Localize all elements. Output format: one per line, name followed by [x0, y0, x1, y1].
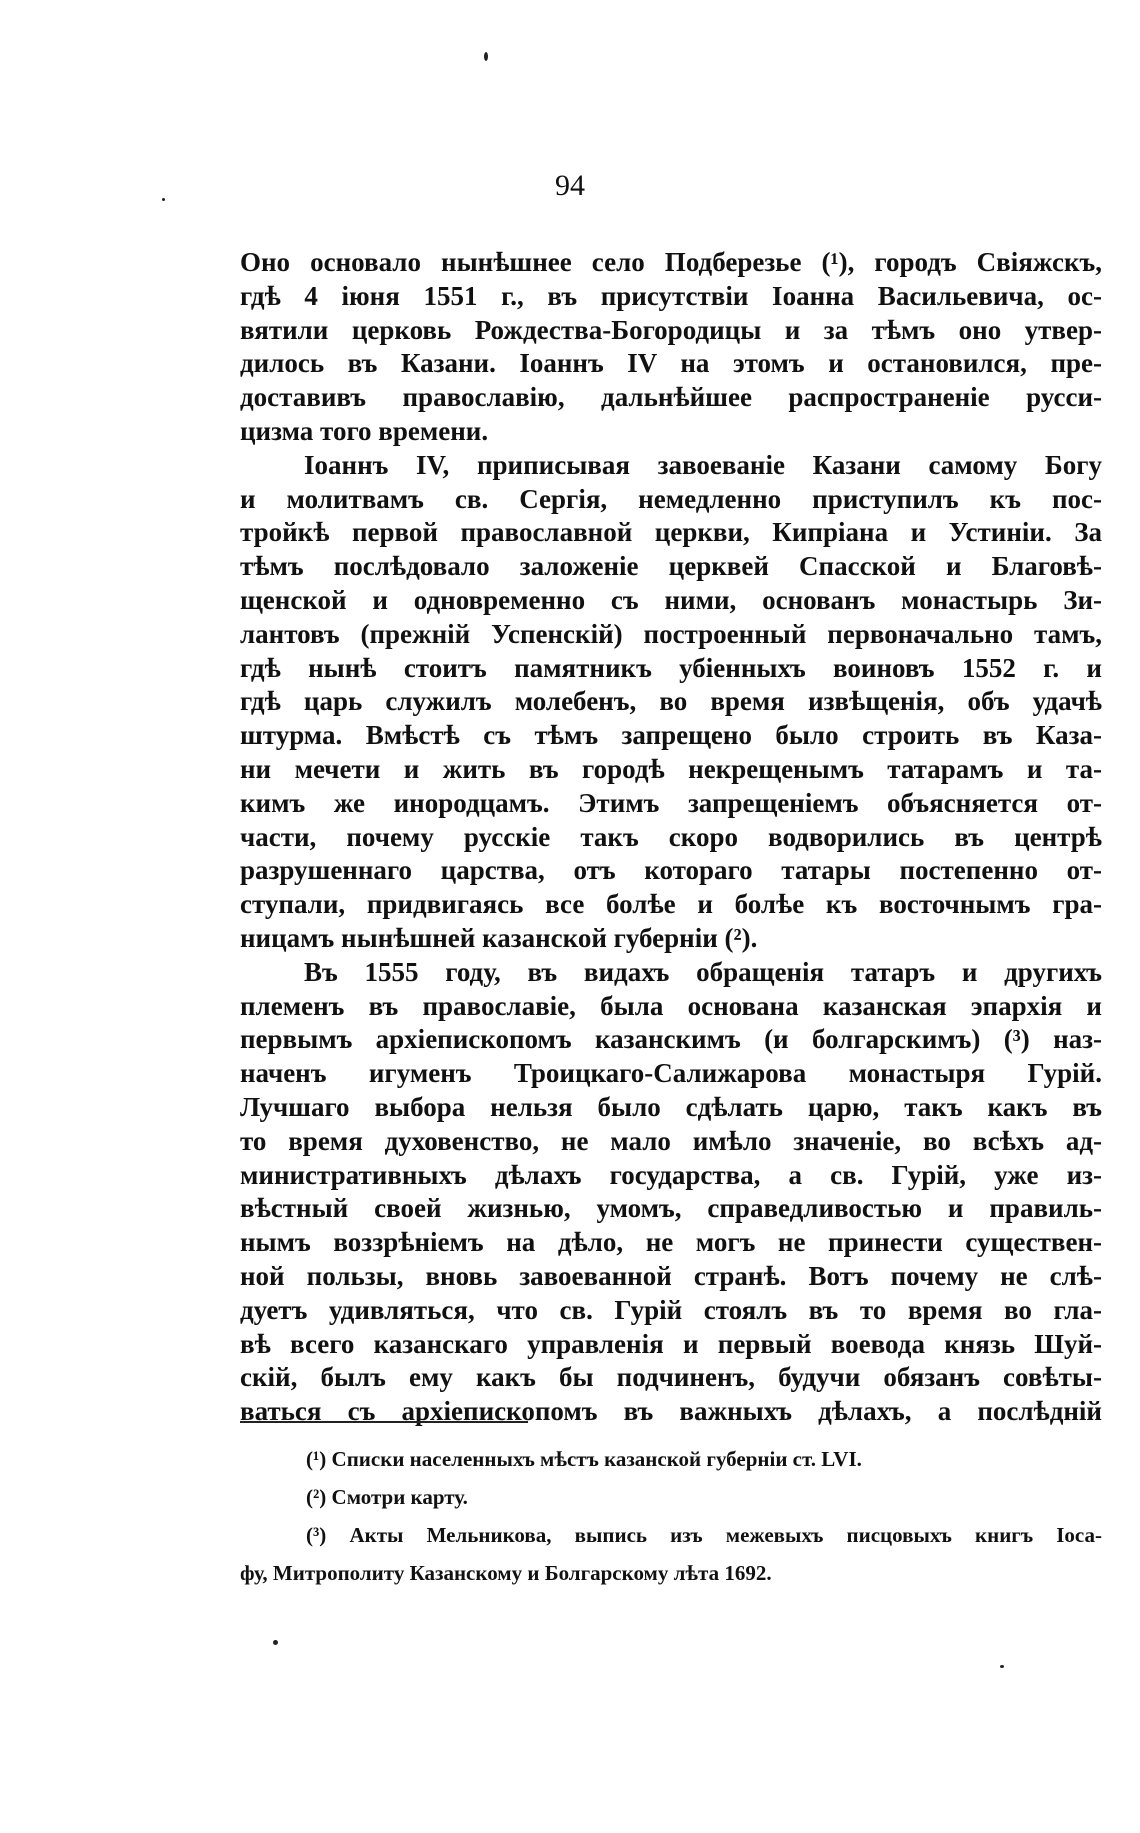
text-line: ни мечети и жить въ городѣ некрещенымъ татарамъ и та- — [240, 753, 1102, 784]
footnote-line: (²) Смотри карту. — [306, 1485, 468, 1509]
text-line: первымъ архіепископомъ казанскимъ (и болгарскимъ) (³) наз- — [240, 1024, 1102, 1055]
text-line: племенъ въ православіе, была основана казанская эпархія и — [240, 990, 1102, 1021]
text-line: дилось въ Казани. Іоаннъ IV на этомъ и остановился, пре- — [240, 348, 1102, 379]
scan-speck-top — [484, 52, 488, 61]
text-line: то время духовенство, не мало имѣло значеніе, во всѣхъ ад- — [240, 1125, 1102, 1156]
text-line: Лучшаго выбора нельзя было сдѣлать царю, такъ какъ въ — [240, 1091, 1102, 1122]
text-line: доставивъ православію, дальнѣйшее распространеніе русси- — [240, 382, 1102, 413]
text-line: гдѣ 4 іюня 1551 г., въ присутствіи Іоанна Васильевича, ос- — [240, 280, 1102, 311]
text-line: лантовъ (прежній Успенскій) построенный первоначально тамъ, — [240, 618, 1102, 649]
text-line: Оно основало нынѣшнее село Подберезье (¹), городъ Свіяжскъ, — [240, 247, 1102, 277]
page-number: 94 — [555, 169, 585, 202]
text-line: наченъ игуменъ Троицкаго-Салижарова монастыря Гурій. — [240, 1058, 1102, 1089]
text-line: нымъ воззрѣніемъ на дѣло, не могъ не принести существен- — [240, 1227, 1102, 1258]
text-line: ваться съ архіепископомъ въ важныхъ дѣлахъ, а послѣдній — [240, 1396, 1102, 1427]
text-line: штурма. Вмѣстѣ съ тѣмъ запрещено было строить въ Каза- — [240, 720, 1102, 751]
text-line: тройкѣ первой православной церкви, Кипріана и Устиніи. За — [240, 517, 1102, 548]
text-line: цизма того времени. — [240, 415, 489, 446]
scan-speck-left-lower — [273, 1640, 278, 1645]
text-line: кимъ же инородцамъ. Этимъ запрещеніемъ объясняется от- — [240, 787, 1102, 818]
text-line: министративныхъ дѣлахъ государства, а св. Гурій, уже из- — [240, 1159, 1102, 1190]
text-line: ступали, придвигаясь все болѣе и болѣе къ восточнымъ гра- — [240, 889, 1102, 920]
text-line: дуетъ удивляться, что св. Гурій стоялъ въ то время во гла- — [240, 1294, 1102, 1325]
text-line: ницамъ нынѣшней казанской губерніи (²). — [240, 922, 758, 953]
text-line: гдѣ царь служилъ молебенъ, во время извѣщенія, объ удачѣ — [240, 686, 1102, 717]
text-line: части, почему русскіе такъ скоро водворились въ центрѣ — [240, 821, 1102, 852]
text-line: вѣстный своей жизнью, умомъ, справедливостью и правиль- — [240, 1193, 1102, 1224]
text-line: и молитвамъ св. Сергія, немедленно приступилъ къ пос- — [240, 483, 1102, 514]
text-line: ной пользы, вновь завоеванной странѣ. Вотъ почему не слѣ- — [240, 1260, 1102, 1291]
text-line: Въ 1555 году, въ видахъ обращенія татаръ и другихъ — [304, 956, 1102, 987]
footnote-line: фу, Митрополиту Казанскому и Болгарскому лѣта 1692. — [240, 1561, 772, 1585]
text-line: скій, былъ ему какъ бы подчиненъ, будучи обязанъ совѣты- — [240, 1362, 1102, 1393]
text-line: разрушеннаго царства, отъ котораго татары постепенно от- — [240, 855, 1102, 886]
footnote-rule — [240, 1421, 528, 1423]
footnote-line: (¹) Списки населенныхъ мѣстъ казанской губерніи ст. LVI. — [306, 1447, 862, 1471]
text-line: гдѣ нынѣ стоитъ памятникъ убіенныхъ воиновъ 1552 г. и — [240, 652, 1102, 683]
text-line: щенской и одновременно съ ними, основанъ монастырь Зи- — [240, 584, 1102, 615]
footnote-line: (³) Акты Мельникова, выпись изъ межевыхъ писцовыхъ книгъ Іоса- — [306, 1523, 1102, 1547]
text-line: тѣмъ послѣдовало заложеніе церквей Спасской и Благовѣ- — [240, 551, 1102, 582]
scan-speck-right-lower — [1000, 1665, 1004, 1668]
footnotes — [240, 1440, 1102, 1592]
main-text — [240, 246, 1102, 1429]
text-line: Іоаннъ IV, приписывая завоеваніе Казани самому Богу — [304, 449, 1102, 480]
text-line: вятили церковь Рождества-Богородицы и за тѣмъ оно утвер- — [240, 314, 1102, 345]
text-line: вѣ всего казанскаго управленія и первый воевода князь Шуй- — [240, 1328, 1102, 1359]
